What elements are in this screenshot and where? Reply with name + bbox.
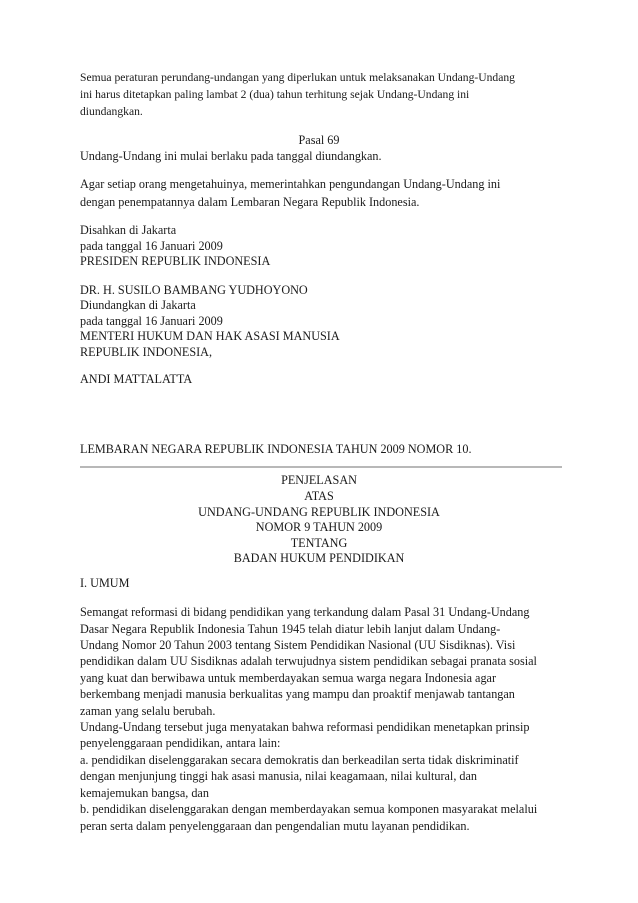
minister-title: MENTERI HUKUM DAN HAK ASASI MANUSIA [80,329,340,343]
signatory-name: DR. H. SUSILO BAMBANG YUDHOYONO [80,283,308,297]
signature-date: pada tanggal 16 Januari 2009 [80,239,223,253]
heading-line: BADAN HUKUM PENDIDIKAN [233,551,405,565]
minister-title-2: REPUBLIK INDONESIA, [80,345,213,359]
signature-title: PRESIDEN REPUBLIK INDONESIA [80,254,271,268]
text-line: dengan menjunjung tinggi hak asasi manusia, nilai keagamaan, nilai kultural, dan [80,769,478,783]
section-heading: I. UMUM [80,576,130,590]
promulgation-place: Diundangkan di Jakarta [80,298,196,312]
text-line: dengan penempatannya dalam Lembaran Negara Republik Indonesia. [80,195,420,209]
divider [80,466,562,468]
signature-place: Disahkan di Jakarta [80,223,177,237]
text-line: Undang-Undang tersebut juga menyatakan bahwa reformasi pendidikan menetapkan prinsip [80,720,530,734]
text-line: peran serta dalam penyelenggaraan dan pengendalian mutu layanan pendidikan. [80,819,470,833]
text-line: yang kuat dan berwibawa untuk memberdayakan semua warga negara Indonesia agar [80,671,497,685]
text-line: Semua peraturan perundang-undangan yang diperlukan untuk melaksanakan Undang-Undang [80,71,515,84]
heading-line: NOMOR 9 TAHUN 2009 [255,520,383,534]
text-line: Agar setiap orang mengetahuinya, memerintahkan pengundangan Undang-Undang ini [80,177,501,191]
text-line: diundangkan. [80,105,143,118]
text-line: berkembang menjadi manusia berkualitas yang mampu dan proaktif menjawab tantangan [80,687,515,701]
heading-line: TENTANG [290,536,348,550]
minister-name: ANDI MATTALATTA [80,372,193,386]
heading-line: PENJELASAN [281,473,357,487]
text-line: zaman yang selalu berubah. [80,704,216,718]
text-line: ini harus ditetapkan paling lambat 2 (dua) tahun terhitung sejak Undang-Undang ini [80,88,470,101]
promulgation-date: pada tanggal 16 Januari 2009 [80,314,223,328]
text-line: b. pendidikan diselenggarakan dengan memberdayakan semua komponen masyarakat melalui [80,802,538,816]
heading-line: ATAS [304,489,334,503]
text-line: kemajemukan bangsa, dan [80,786,209,800]
text-line: pendidikan dalam UU Sisdiknas adalah terwujudnya sistem pendidikan sebagai pranata sosial [80,654,537,668]
text-line: Semangat reformasi di bidang pendidikan yang terkandung dalam Pasal 31 Undang-Undang [80,605,530,619]
gazette-reference: LEMBARAN NEGARA REPUBLIK INDONESIA TAHUN 2009 NOMOR 10. [80,442,472,456]
text-line: a. pendidikan diselenggarakan secara demokratis dan berkeadilan serta tidak diskriminatif [80,753,519,767]
text-line: Dasar Negara Republik Indonesia Tahun 1945 telah diatur lebih lanjut dalam Undang- [80,622,501,636]
text-line: Undang-Undang ini mulai berlaku pada tanggal diundangkan. [80,149,382,163]
text-line: penyelenggaraan pendidikan, antara lain: [80,736,281,750]
article-heading: Pasal 69 [298,133,340,147]
heading-line: UNDANG-UNDANG REPUBLIK INDONESIA [198,505,440,519]
text-line: Undang Nomor 20 Tahun 2003 tentang Sistem Pendidikan Nasional (UU Sisdiknas). Visi [80,638,516,652]
